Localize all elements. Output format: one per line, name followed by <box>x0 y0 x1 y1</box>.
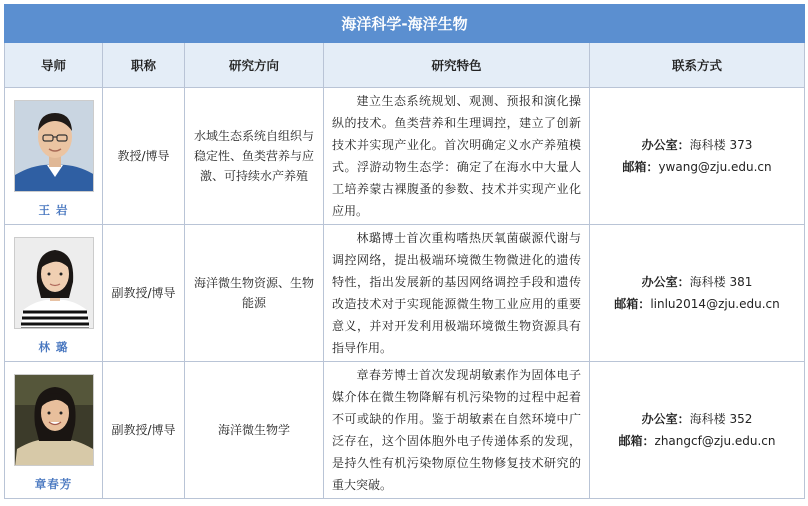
research-feature-text: 章春芳博士首次发现胡敏素作为固体电子媒介体在微生物降解有机污染物的过程中起着不可或缺的作用。鉴于胡敏素在自然环境中广泛存在，这个固体胞外电子传递体系的发现，是持久性有机污染物原位生物修复技术研究的重大突破。 <box>332 368 581 492</box>
advisor-name: 王 岩 <box>38 203 69 217</box>
contact-info <box>590 362 805 499</box>
email-value[interactable]: ywang@zju.edu.cn <box>658 160 772 174</box>
research-feature-text: 建立生态系统规划、观测、预报和演化操纵的技术。鱼类营养和生理调控，建立了创新技术并实现产业化。首次明确定义水产养殖模式。浮游动物生态学：确定了在海水中大量人工培养蒙古裸腹蚤的参数、技术并实现产业化应用。 <box>332 94 581 218</box>
office-value: 海科楼 373 <box>689 138 753 152</box>
advisor-cell <box>5 362 103 499</box>
advisor-table <box>4 4 805 499</box>
advisor-rank: 副教授/博导 <box>103 362 185 499</box>
research-feature <box>324 362 590 499</box>
office-label: 办公室： <box>641 412 690 426</box>
advisor-name: 章春芳 <box>34 477 73 491</box>
advisor-rank: 教授/博导 <box>103 88 185 225</box>
advisor-table-container <box>4 4 804 502</box>
email-label: 邮箱： <box>622 160 659 174</box>
table-title: 海洋科学-海洋生物 <box>5 5 805 43</box>
email-label: 邮箱： <box>618 434 655 448</box>
office-value: 海科楼 352 <box>689 412 753 426</box>
research-direction: 海洋微生物学 <box>185 362 324 499</box>
advisor-name: 林 璐 <box>38 340 69 354</box>
header-advisor: 导师 <box>5 43 103 88</box>
header-feature: 研究特色 <box>324 43 590 88</box>
contact-info <box>590 225 805 362</box>
research-direction: 海洋微生物资源、生物能源 <box>185 225 324 362</box>
research-feature <box>324 225 590 362</box>
advisor-cell <box>5 225 103 362</box>
table-row <box>5 225 805 362</box>
office-label: 办公室： <box>641 275 690 289</box>
header-rank: 职称 <box>103 43 185 88</box>
header-direction: 研究方向 <box>185 43 324 88</box>
office-value: 海科楼 381 <box>689 275 753 289</box>
email-value[interactable]: linlu2014@zju.edu.cn <box>650 297 780 311</box>
office-label: 办公室： <box>641 138 690 152</box>
advisor-photo <box>14 100 94 192</box>
research-direction: 水域生态系统自组织与稳定性、鱼类营养与应激、可持续水产养殖 <box>185 88 324 225</box>
table-row <box>5 362 805 499</box>
table-row <box>5 88 805 225</box>
research-feature-text: 林璐博士首次重构嗜热厌氧菌碳源代谢与调控网络，提出极端环境微生物微进化的遗传特性，指出发展新的基因网络调控手段和遗传改造技术对于实现能源微生物工业应用的重要意义，并对开发利用极端环境微生物资源具有指导作用。 <box>332 231 581 355</box>
advisor-cell <box>5 88 103 225</box>
header-contact: 联系方式 <box>590 43 805 88</box>
contact-info <box>590 88 805 225</box>
email-label: 邮箱： <box>614 297 651 311</box>
advisor-rank: 副教授/博导 <box>103 225 185 362</box>
email-value[interactable]: zhangcf@zju.edu.cn <box>654 434 776 448</box>
advisor-photo <box>14 374 94 466</box>
research-feature <box>324 88 590 225</box>
advisor-photo <box>14 237 94 329</box>
